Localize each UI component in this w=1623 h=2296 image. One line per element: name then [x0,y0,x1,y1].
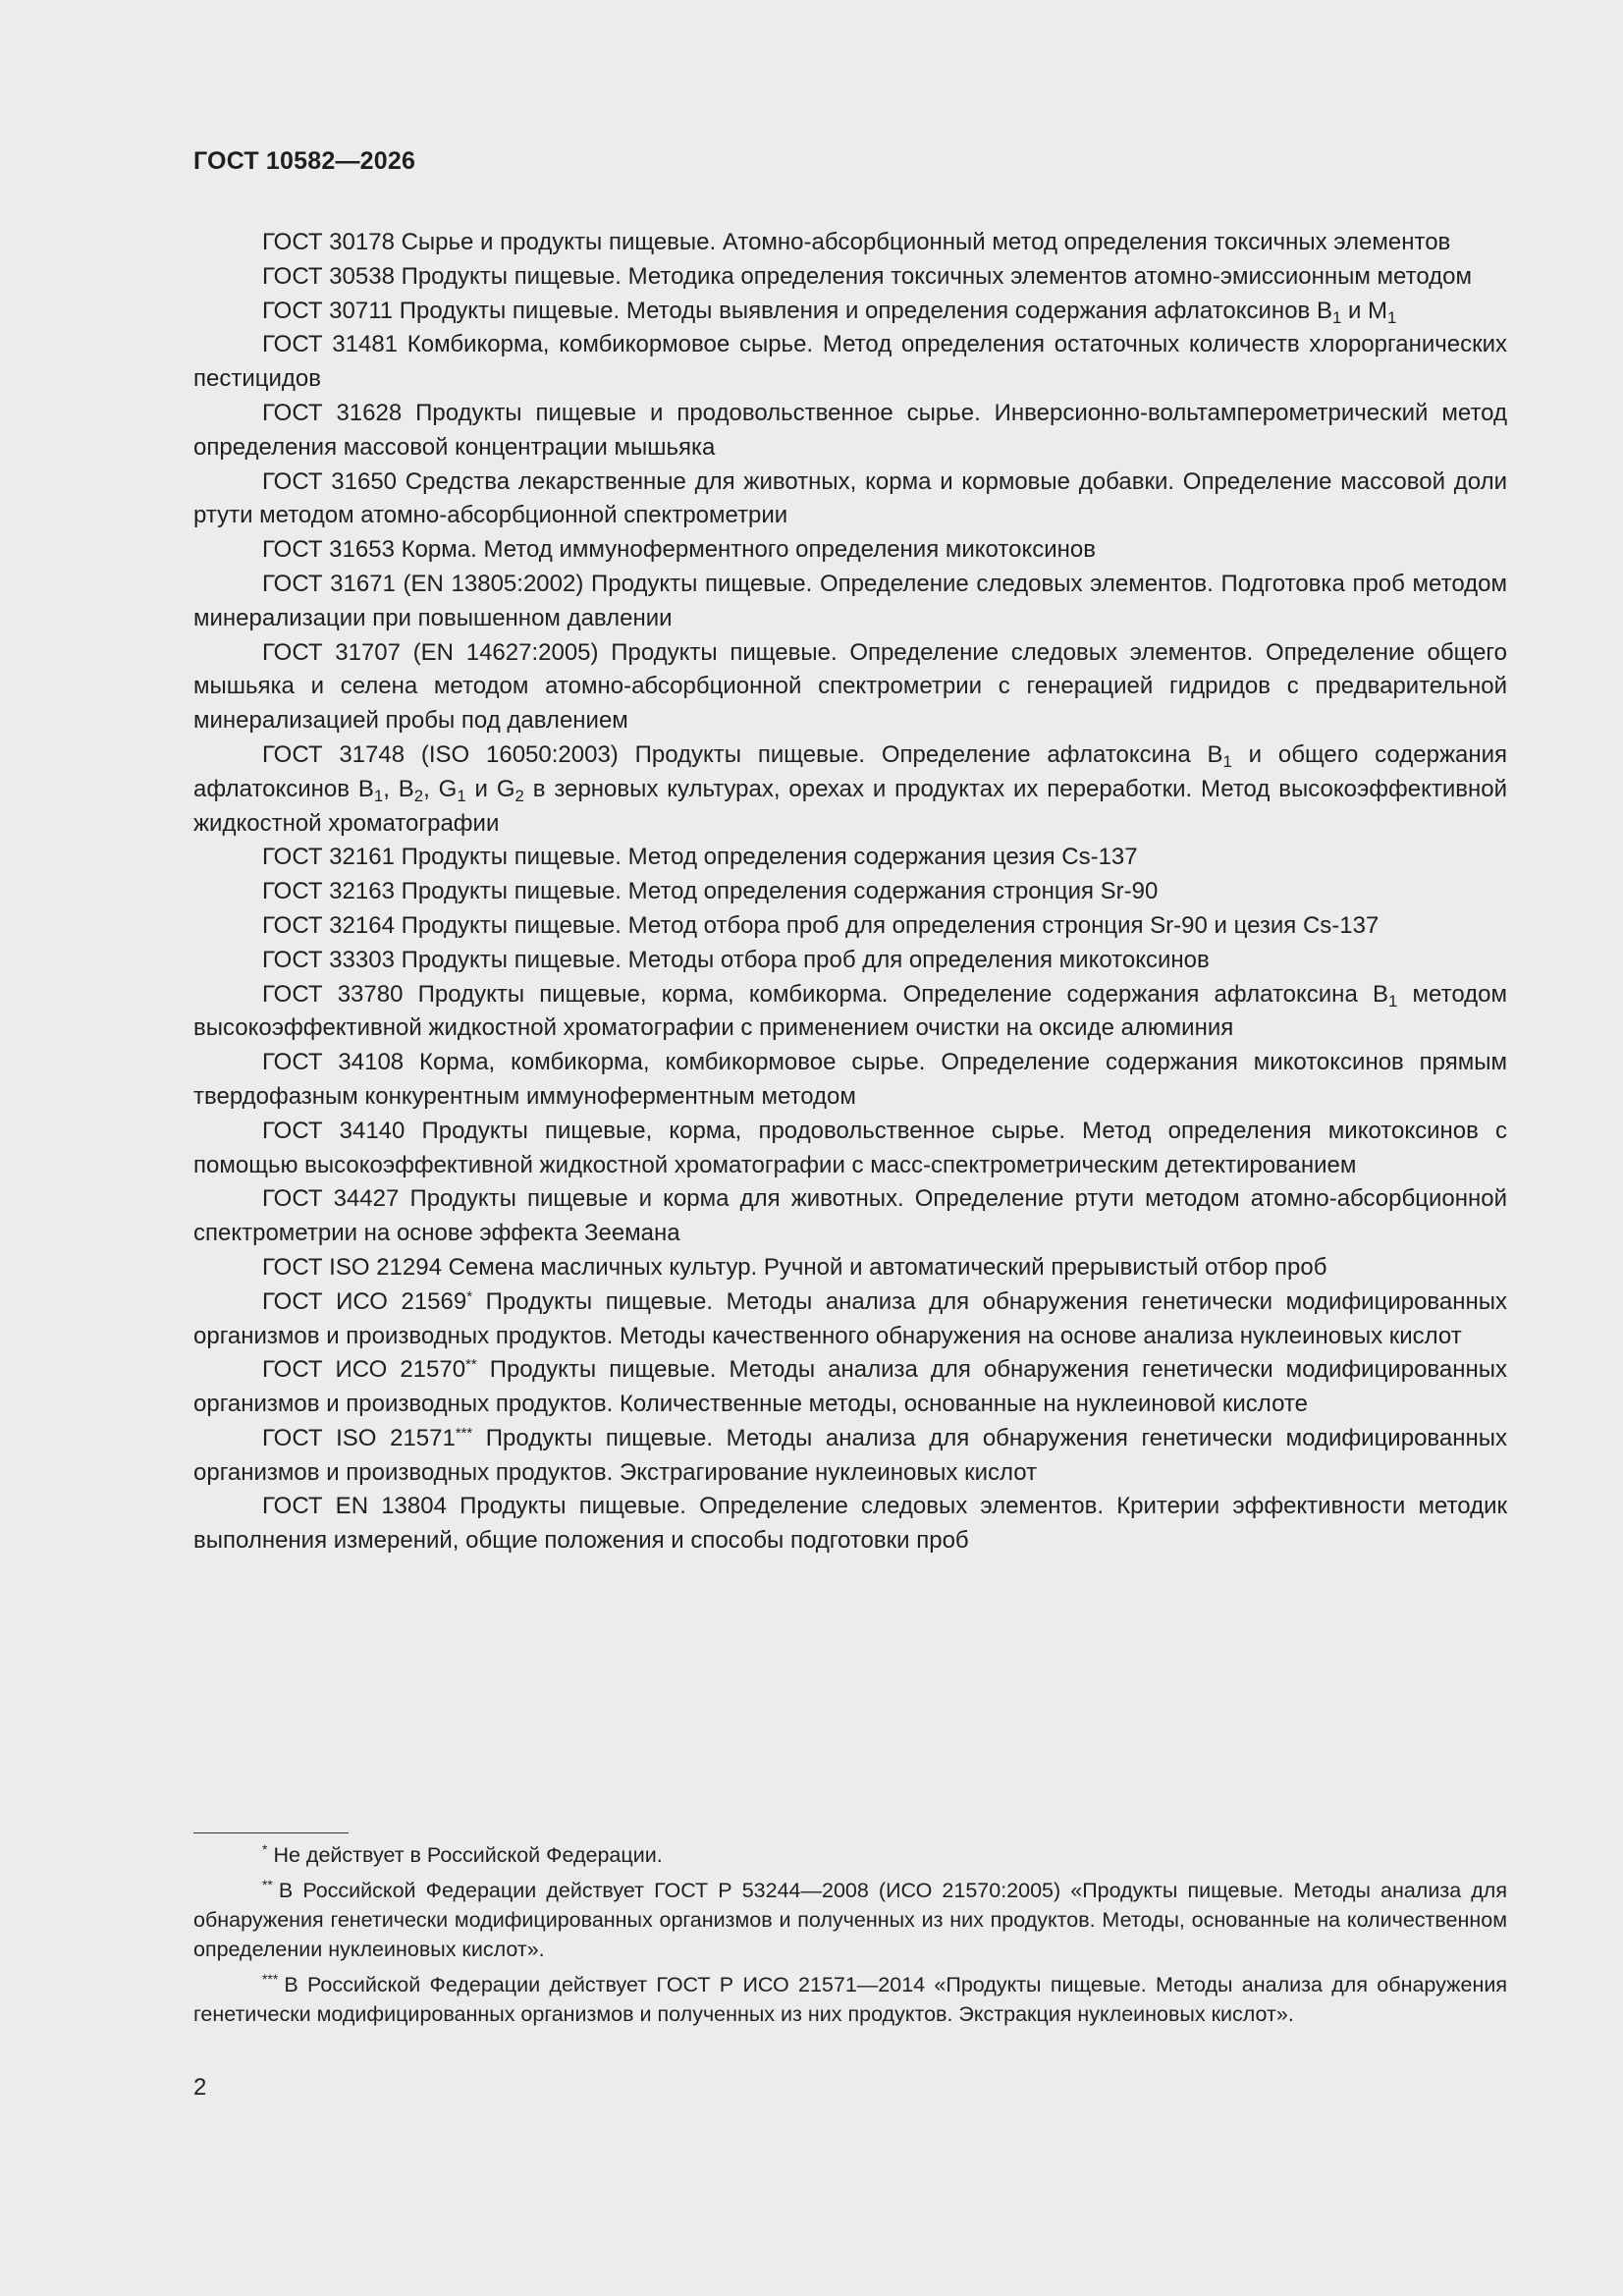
reference-text: Продукты пищевые. Методы анализа для обнаружения генетически модифицированных организмов и производных продуктов. Экстрагирование нуклеиновых кислот [193,1424,1507,1486]
footnote-ref: *** [455,1425,473,1442]
reference-text: ГОСТ ISO 21294 Семена масличных культур. Ручной и автоматический прерывистый отбор проб [262,1253,1327,1281]
reference-text: , G [423,775,458,802]
reference-text: ГОСТ 30711 Продукты пищевые. Методы выявления и определения содержания афлатоксинов B [262,297,1332,324]
page-number: 2 [193,2074,207,2101]
document-header: ГОСТ 10582—2026 [193,147,416,175]
reference-text: ГОСТ 31481 Комбикорма, комбикормовое сырье. Метод определения остаточных количеств хлорорганических пестицидов [193,331,1507,393]
reference-text: ГОСТ 31707 (EN 14627:2005) Продукты пищевые. Определение следовых элементов. Определение общего мышьяка и селена методом атомно-абсорбционной спектрометрии с генерацией гидридов с предварительной минерализацией пробы под давлением [193,638,1507,735]
reference-text: ГОСТ 32164 Продукты пищевые. Метод отбора проб для определения стронция Sr-90 и цезия Cs-137 [262,911,1380,939]
reference-text: ГОСТ 31650 Средства лекарственные для животных, корма и кормовые добавки. Определение массовой доли ртути методом атомно-абсорбционной спектрометрии [193,467,1507,529]
reference-text: ГОСТ ИСО 21569 [262,1287,467,1315]
reference-item [193,533,1507,568]
reference-text: ГОСТ 31671 (EN 13805:2002) Продукты пищевые. Определение следовых элементов. Подготовка проб методом минерализации при повышенном давлении [193,570,1507,631]
reference-item [193,944,1507,978]
reference-text: ГОСТ 34140 Продукты пищевые, корма, продовольственное сырье. Метод определения микотоксинов с помощью высокоэффективной жидкостной хроматографии с масс-спектрометрическим детектированием [193,1117,1507,1178]
reference-text: и G [465,775,515,802]
reference-item [193,1046,1507,1115]
reference-item [193,226,1507,260]
reference-text: , B [383,775,414,802]
reference-item [193,909,1507,944]
reference-text: ГОСТ ИСО 21570 [262,1356,466,1384]
reference-text: и M [1341,297,1388,324]
reference-text: ГОСТ 33780 Продукты пищевые, корма, комбикорма. Определение содержания афлатоксина B [262,980,1388,1008]
reference-item [193,1422,1507,1491]
reference-item [193,841,1507,875]
reference-text: ГОСТ EN 13804 Продукты пищевые. Определение следовых элементов. Критерии эффективности методик выполнения измерений, общие положения и способы подготовки проб [193,1493,1507,1555]
subscript: 2 [413,786,424,805]
reference-item [193,465,1507,534]
reference-item [193,397,1507,465]
footnote-ref: ** [465,1357,477,1374]
reference-item [193,875,1507,909]
reference-text: ГОСТ 32161 Продукты пищевые. Метод определения содержания цезия Cs-137 [262,844,1138,871]
subscript: 1 [1387,307,1397,327]
reference-text: Продукты пищевые. Методы анализа для обнаружения генетически модифицированных организмов и производных продуктов. Методы качественного обнаружения на основе анализа нуклеиновых кислот [193,1287,1508,1349]
footnote-separator [193,1832,349,1833]
reference-item [193,978,1507,1047]
footnote [193,1970,1507,2029]
reference-text: и общего содержания афлатоксинов B [193,740,1508,802]
footnote-mark: *** [262,1971,279,1988]
reference-text: ГОСТ 31628 Продукты пищевые и продовольственное сырье. Инверсионно-вольтамперометрический метод определения массовой концентрации мышьяка [193,399,1507,461]
reference-text: ГОСТ 32163 Продукты пищевые. Метод определения содержания стронция Sr-90 [262,878,1159,905]
footnote-text: Не действует в Российской Федерации. [273,1843,663,1867]
reference-text: ГОСТ 34427 Продукты пищевые и корма для животных. Определение ртути методом атомно-абсорбционной спектрометрии на основе эффекта Зеемана [193,1185,1507,1247]
reference-text: ГОСТ ISO 21571 [262,1424,456,1451]
reference-item [193,328,1507,397]
reference-text: ГОСТ 31748 (ISO 16050:2003) Продукты пищевые. Определение афлатоксина B [262,740,1223,768]
reference-text: Продукты пищевые. Методы анализа для обнаружения генетически модифицированных организмов и производных продуктов. Количественные методы, основанные на нуклеиновой кислоте [193,1356,1508,1418]
reference-text: ГОСТ 30178 Сырье и продукты пищевые. Атомно-абсорбционный метод определения токсичных элементов [262,229,1451,255]
footnotes [193,1840,1507,2035]
footnote-text: В Российской Федерации действует ГОСТ Р ИСО 21571—2014 «Продукты пищевые. Методы анализа для обнаружения генетически модифицированных организмов и полученных из них продуктов. Экстракция нуклеиновых кислот». [193,1973,1507,2026]
normative-references-list [193,226,1507,1558]
reference-item [193,1182,1507,1251]
reference-text: ГОСТ 34108 Корма, комбикорма, комбикормовое сырье. Определение содержания микотоксинов прямым твердофазным конкурентным иммуноферментным методом [193,1049,1507,1110]
reference-text: ГОСТ 31653 Корма. Метод иммуноферментного определения микотоксинов [262,536,1096,564]
reference-item [193,568,1507,636]
footnote-text: В Российской Федерации действует ГОСТ Р 53244—2008 (ИСО 21570:2005) «Продукты пищевые. Методы анализа для обнаружения генетически модифицированных организмов и полученных из них продуктов. Методы, основанные на количественном определении нуклеиновых кислот». [193,1879,1507,1961]
reference-text: методом высокоэффективной жидкостной хроматографии с применением очистки на оксиде алюминия [193,980,1507,1042]
reference-text: ГОСТ 33303 Продукты пищевые. Методы отбора проб для определения микотоксинов [262,946,1210,973]
reference-text: в зерновых культурах, орехах и продуктах их переработки. Метод высокоэффективной жидкостной хроматографии [193,775,1508,837]
reference-item [193,1353,1507,1422]
reference-item [193,1285,1507,1354]
subscript: 1 [1222,751,1232,771]
reference-item [193,295,1507,329]
footnote-mark: ** [262,1877,273,1893]
subscript: 1 [1331,307,1342,327]
subscript: 1 [457,786,466,805]
footnote [193,1840,1507,1870]
reference-item [193,1115,1507,1183]
reference-item [193,636,1507,738]
subscript: 1 [1388,991,1398,1011]
subscript: 2 [514,786,524,805]
reference-item [193,1251,1507,1285]
reference-item [193,738,1507,841]
reference-item [193,1490,1507,1558]
reference-text: ГОСТ 30538 Продукты пищевые. Методика определения токсичных элементов атомно-эмиссионным методом [262,262,1472,290]
footnote-mark: * [262,1841,268,1858]
footnote-ref: * [466,1288,473,1305]
reference-item [193,260,1507,295]
footnote [193,1876,1507,1964]
subscript: 1 [373,786,384,805]
